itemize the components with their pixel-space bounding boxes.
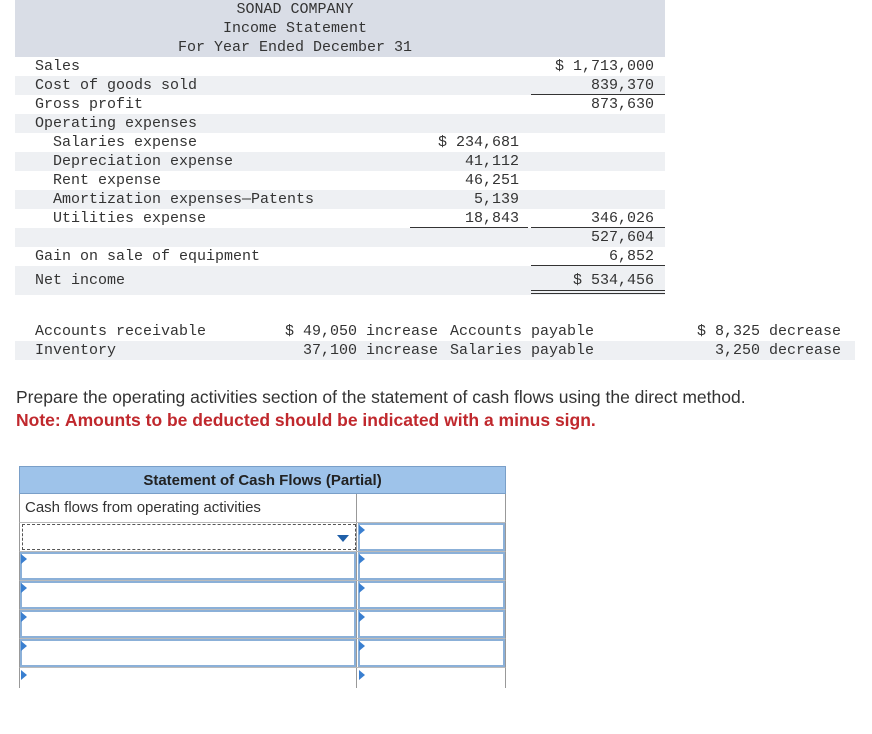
is-row-utilities bbox=[15, 209, 665, 228]
income-statement bbox=[15, 0, 665, 295]
is-label: Gain on sale of equipment bbox=[35, 248, 261, 265]
amount-input[interactable] bbox=[358, 552, 505, 580]
marker-icon bbox=[21, 554, 27, 564]
is-label: Depreciation expense bbox=[53, 153, 234, 170]
is-value: 5,139 bbox=[473, 191, 519, 208]
change-right-value: 3,250 decrease bbox=[714, 342, 841, 359]
is-row-salaries bbox=[15, 133, 665, 152]
marker-icon bbox=[359, 554, 365, 564]
is-row-gain bbox=[15, 247, 665, 266]
statement-title: Income Statement bbox=[222, 20, 368, 37]
change-right-value: $ 8,325 decrease bbox=[696, 323, 841, 340]
is-value: $ 1,713,000 bbox=[554, 58, 654, 75]
change-left-value: 37,100 increase bbox=[302, 342, 438, 359]
label-input[interactable] bbox=[20, 581, 356, 609]
table-row bbox=[19, 668, 506, 688]
change-left-label: Inventory bbox=[35, 342, 117, 359]
section-label-row bbox=[19, 494, 506, 523]
is-label: Gross profit bbox=[35, 96, 144, 113]
section-label-value-cell bbox=[358, 494, 505, 522]
is-value: 6,852 bbox=[608, 248, 654, 265]
table-row bbox=[19, 523, 506, 552]
is-value: 18,843 bbox=[464, 210, 519, 227]
table-row bbox=[19, 639, 506, 668]
is-row-gross-profit bbox=[15, 95, 665, 114]
balance-changes bbox=[15, 322, 855, 360]
is-label: Utilities expense bbox=[53, 210, 207, 227]
marker-icon bbox=[359, 641, 365, 651]
change-row bbox=[15, 341, 855, 360]
table-row bbox=[19, 610, 506, 639]
section-label: Cash flows from operating activities bbox=[25, 499, 261, 516]
label-cell[interactable] bbox=[20, 552, 357, 580]
instruction-note: Note: Amounts to be deducted should be indicated with a minus sign. bbox=[16, 410, 596, 430]
marker-icon bbox=[359, 525, 365, 535]
instructions bbox=[16, 386, 746, 432]
amount-cell[interactable] bbox=[358, 581, 505, 609]
is-row-cogs bbox=[15, 76, 665, 95]
amount-input[interactable] bbox=[358, 581, 505, 609]
chevron-down-icon[interactable] bbox=[337, 535, 349, 542]
account-select[interactable] bbox=[22, 524, 356, 550]
marker-icon bbox=[21, 612, 27, 622]
amount-cell[interactable] bbox=[358, 552, 505, 580]
label-cell[interactable] bbox=[20, 668, 357, 688]
label-cell[interactable] bbox=[20, 639, 357, 667]
amount-input[interactable] bbox=[358, 523, 505, 551]
is-value: 527,604 bbox=[590, 229, 654, 246]
is-value: $ 234,681 bbox=[437, 134, 519, 151]
label-input[interactable] bbox=[20, 610, 356, 638]
company-name: SONAD COMPANY bbox=[236, 1, 354, 18]
label-input[interactable] bbox=[20, 639, 356, 667]
change-left-label: Accounts receivable bbox=[35, 323, 207, 340]
amount-cell[interactable] bbox=[358, 610, 505, 638]
is-value: 873,630 bbox=[590, 96, 654, 113]
is-row-subtotal bbox=[15, 228, 665, 247]
double-underline bbox=[531, 290, 665, 291]
cash-flow-table bbox=[19, 466, 506, 688]
is-row-amortization bbox=[15, 190, 665, 209]
label-cell[interactable] bbox=[20, 581, 357, 609]
marker-icon bbox=[359, 583, 365, 593]
is-label: Sales bbox=[35, 58, 81, 75]
marker-icon bbox=[21, 641, 27, 651]
marker-icon bbox=[359, 670, 365, 680]
table-row bbox=[19, 552, 506, 581]
select-cell[interactable] bbox=[20, 523, 357, 551]
section-label-cell bbox=[20, 494, 357, 522]
double-underline bbox=[531, 293, 665, 294]
is-label: Amortization expenses—Patents bbox=[53, 191, 315, 208]
statement-period: For Year Ended December 31 bbox=[177, 39, 413, 56]
is-label: Salaries expense bbox=[53, 134, 198, 151]
is-value: 839,370 bbox=[590, 77, 654, 94]
is-value: 41,112 bbox=[464, 153, 519, 170]
marker-icon bbox=[21, 670, 27, 680]
change-left-value: $ 49,050 increase bbox=[284, 323, 438, 340]
change-row bbox=[15, 322, 855, 341]
table-row bbox=[19, 581, 506, 610]
marker-icon bbox=[359, 612, 365, 622]
amount-cell[interactable] bbox=[358, 668, 505, 688]
is-row-sales bbox=[15, 57, 665, 76]
marker-icon bbox=[21, 583, 27, 593]
change-right-label: Accounts payable bbox=[450, 323, 595, 340]
income-statement-header bbox=[15, 0, 665, 57]
is-label: Operating expenses bbox=[35, 115, 198, 132]
is-value: 46,251 bbox=[464, 172, 519, 189]
amount-cell[interactable] bbox=[358, 523, 505, 551]
label-cell[interactable] bbox=[20, 610, 357, 638]
instruction-text: Prepare the operating activities section of the statement of cash flows using the direct method. bbox=[16, 387, 746, 407]
amount-cell[interactable] bbox=[358, 639, 505, 667]
is-label: Rent expense bbox=[53, 172, 162, 189]
amount-input[interactable] bbox=[358, 610, 505, 638]
is-value: $ 534,456 bbox=[572, 272, 654, 289]
is-label: Net income bbox=[35, 272, 126, 289]
is-label: Cost of goods sold bbox=[35, 77, 198, 94]
is-row-operating-expenses bbox=[15, 114, 665, 133]
is-row-net-income bbox=[15, 266, 665, 295]
is-row-depreciation bbox=[15, 152, 665, 171]
is-row-rent bbox=[15, 171, 665, 190]
label-input[interactable] bbox=[20, 552, 356, 580]
amount-input[interactable] bbox=[358, 639, 505, 667]
change-right-label: Salaries payable bbox=[450, 342, 595, 359]
cash-flow-table-title: Statement of Cash Flows (Partial) bbox=[19, 466, 506, 494]
is-value: 346,026 bbox=[590, 210, 654, 227]
